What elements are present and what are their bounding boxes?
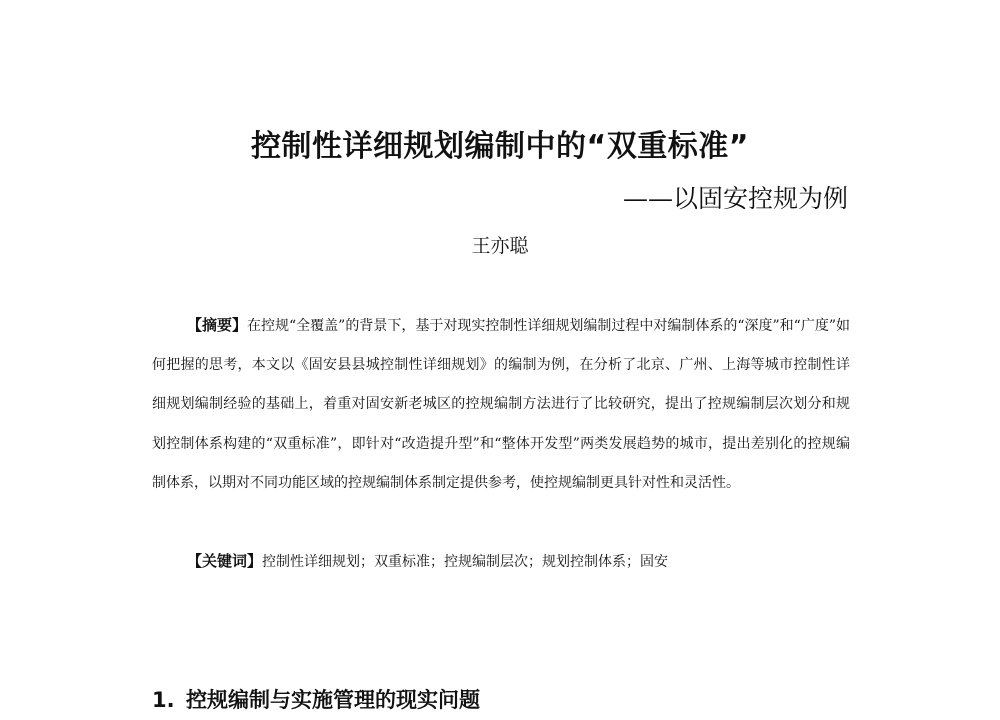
keywords-paragraph: [152, 542, 850, 582]
keywords-label: 【关键词】: [187, 552, 263, 570]
abstract-label: 【摘要】: [187, 316, 248, 334]
abstract-paragraph: [152, 306, 850, 503]
paper-title: 控制性详细规划编制中的“双重标准”: [251, 129, 749, 164]
abstract-text: 在控规“全覆盖”的背景下，基于对现实控制性详细规划编制过程中对编制体系的“深度”和“广度”如何把握的思考，本文以《固安县县城控制性详细规划》的编制为例，在分析了北京、广州、上海等城市控制性详细规划编制经验的基础上，着重对固安新老城区的控规编制方法进行了比较研究，提出了控规编制层次划分和规划控制体系构建的“双重标准”，即针对“改造提升型”和“整体开发型”两类发展趋势的城市，提出差别化的控规编制体系，以期对不同功能区域的控规编制体系制定提供参考，使控规编制更具针对性和灵活性。: [152, 318, 850, 491]
paper-subtitle: ——以固安控规为例: [622, 184, 848, 213]
keywords-text: 控制性详细规划；双重标准；控规编制层次；规划控制体系；固安: [262, 554, 669, 570]
section-heading: [152, 680, 480, 720]
section-title: 控规编制与实施管理的现实问题: [186, 688, 480, 712]
section-number: 1.: [152, 688, 175, 712]
author-name: 王亦聪: [471, 235, 529, 257]
